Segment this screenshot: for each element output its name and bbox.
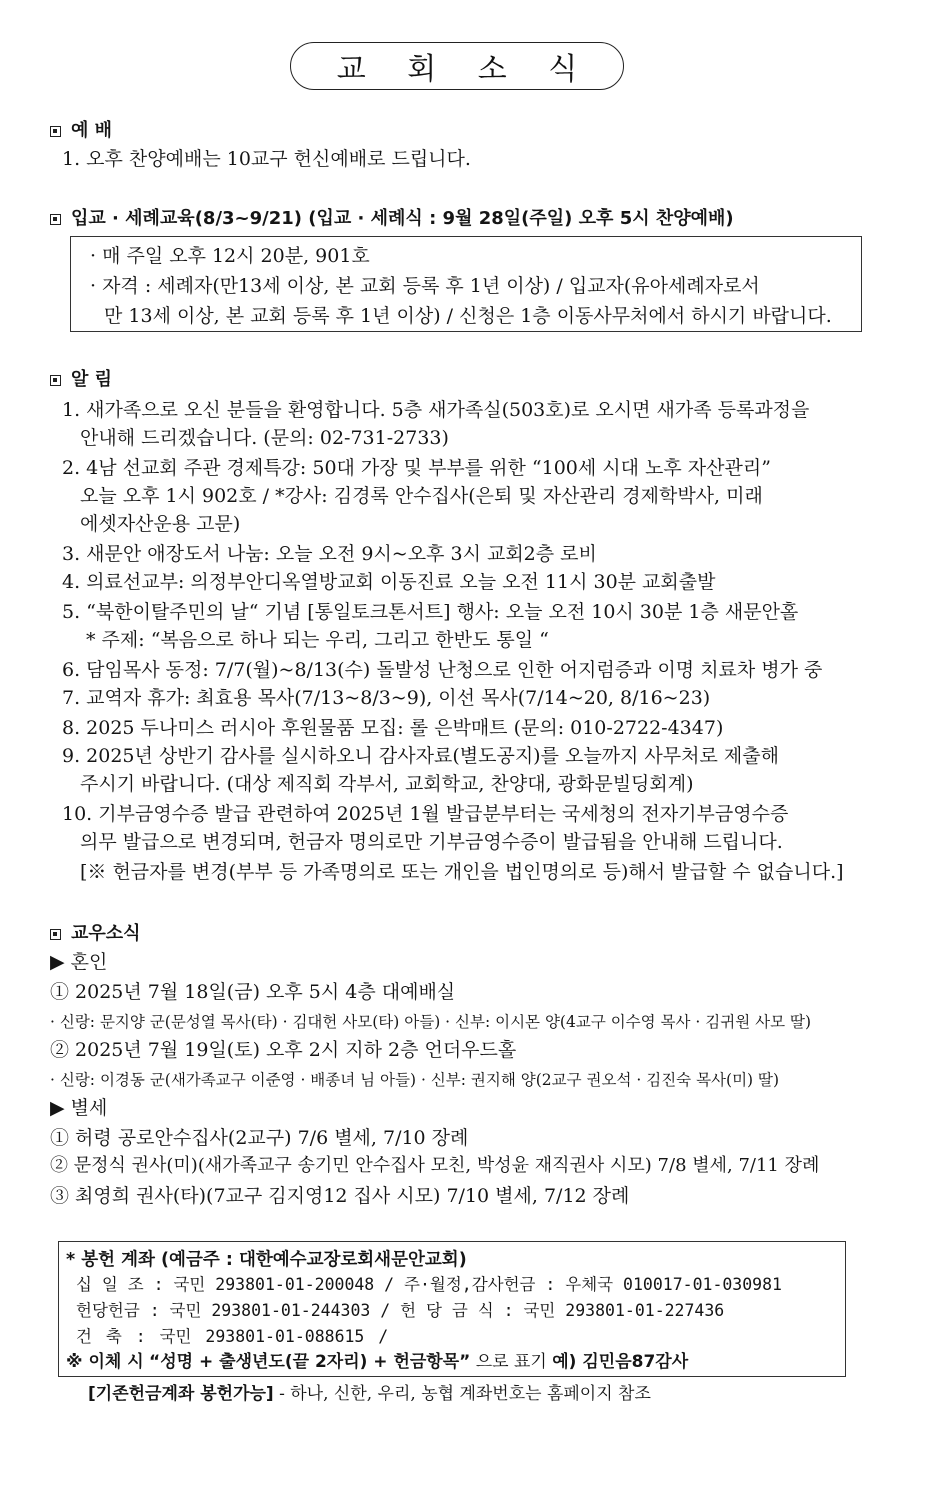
wedding-line: · 신랑: 문지양 군(문성열 목사(타) · 김대헌 사모(타) 아들) · 신부: 이시몬 양(4교구 이수영 목사 · 김귀원 사모 딸) [50,1013,812,1031]
square-bullet-icon [50,214,61,225]
notice-line: 3. 새문안 애장도서 나눔: 오늘 오전 9시~오후 3시 교회2층 로비 [62,543,597,565]
accounts-footer-rest: - 하나, 신한, 우리, 농협 계좌번호는 홈페이지 참조 [273,1384,651,1404]
account-line: 건 축 : 국민 293801-01-088615 / [76,1327,389,1346]
worship-heading: 예 배 [50,117,112,145]
page-title: 교 회 소 식 [290,42,624,90]
death-line: ② 문정식 권사(미)(새가족교구 송기민 안수집사 모친, 박성윤 재직권사 시모) 7/8 별세, 7/11 장례 [50,1155,820,1176]
members-heading: 교우소식 [50,920,141,948]
baptism-line: · 매 주일 오후 12시 20분, 901호 [90,245,370,267]
notice-line: 6. 담임목사 동정: 7/7(월)~8/13(수) 돌발성 난청으로 인한 어지럼증과 이명 치료차 병가 중 [62,659,823,681]
notice-line: 안내해 드리겠습니다. (문의: 02-731-2733) [80,427,449,449]
accounts-footer [88,1380,651,1408]
transfer-prefix: ※ 이체 시 [66,1352,144,1372]
notice-line: 오늘 오후 1시 902호 / *강사: 김경록 안수집사(은퇴 및 자산관리 경제학박사, 미래 [80,485,763,507]
death-line: ③ 최영희 권사(타)(7교구 김지영12 집사 시모) 7/10 별세, 7/12 장례 [50,1185,630,1207]
notice-line: 5. “북한이탈주민의 날“ 기념 [통일토크톤서트] 행사: 오늘 오전 10시 30분 1층 새문안홀 [62,601,799,623]
transfer-mid: 으로 표기 [475,1352,547,1372]
accounts-footer-bold: [기존헌금계좌 봉헌가능] [88,1384,274,1404]
death-line: ① 허령 공로안수집사(2교구) 7/6 별세, 7/10 장례 [50,1127,469,1149]
notice-line: 에셋자산운용 고문) [80,513,241,535]
notice-line: 주시기 바랍니다. (대상 제직회 각부서, 교회학교, 찬양대, 광화문빌딩회계) [80,773,694,795]
notice-line: 의무 발급으로 변경되며, 헌금자 명의로만 기부금영수증이 발급됨을 안내해 드립니다. [80,831,783,853]
wedding-line: ① 2025년 7월 18일(금) 오후 5시 4층 대예배실 [50,981,456,1003]
baptism-heading: 입교 · 세례교육(8/3~9/21) (입교 · 세례식 : 9월 28일(주일) 오후 5시 찬양예배) [50,205,734,233]
accounts-heading: * 봉헌 계좌 (예금주 : 대한예수교장로회새문안교회) [66,1250,467,1270]
baptism-line: 만 13세 이상, 본 교회 등록 후 1년 이상) / 신청은 1층 이동사무처에서 하시기 바랍니다. [104,305,832,327]
notices-heading: 알 림 [50,366,112,394]
account-line: 십 일 조 : 국민 293801-01-200048 / 주·월정,감사헌금 : 우체국 010017-01-030981 [76,1275,782,1294]
notice-line: [※ 헌금자를 변경(부부 등 가족명의로 또는 개인을 법인명의로 등)해서 발급할 수 없습니다.] [80,861,844,883]
transfer-rule-line [66,1348,688,1376]
baptism-line: · 자격 : 세례자(만13세 이상, 본 교회 등록 후 1년 이상) / 입교자(유아세례자로서 [90,275,760,297]
notice-line: * 주제: “복음으로 하나 되는 우리, 그리고 한반도 통일 “ [86,629,549,651]
wedding-heading: ▶ 혼인 [50,951,108,973]
transfer-example: 예) 김민음87감사 [552,1352,689,1372]
square-bullet-icon [50,375,61,386]
notice-line: 2. 4남 선교회 주관 경제특강: 50대 가장 및 부부를 위한 “100세 시대 노후 자산관리” [62,457,771,479]
wedding-line: · 신랑: 이경동 군(새가족교구 이준영 · 배종녀 님 아들) · 신부: 권지해 양(2교구 권오석 · 김진숙 목사(미) 딸) [50,1071,780,1089]
notice-line: 9. 2025년 상반기 감사를 실시하오니 감사자료(별도공지)를 오늘까지 사무처로 제출해 [62,745,779,767]
notice-line: 4. 의료선교부: 의정부안디옥열방교회 이동진료 오늘 오전 11시 30분 교회출발 [62,571,716,593]
square-bullet-icon [50,929,61,940]
wedding-line: ② 2025년 7월 19일(토) 오후 2시 지하 2층 언더우드홀 [50,1039,517,1061]
notice-line: 7. 교역자 휴가: 최효용 목사(7/13~8/3~9), 이선 목사(7/14~20, 8/16~23) [62,687,711,709]
death-heading: ▶ 별세 [50,1097,108,1119]
transfer-rule: “성명 + 출생년도(끝 2자리) + 헌금항목” [149,1352,471,1372]
square-bullet-icon [50,126,61,137]
worship-item: 1. 오후 찬양예배는 10교구 헌신예배로 드립니다. [62,148,471,170]
account-line: 헌당헌금 : 국민 293801-01-244303 / 헌 당 금 식 : 국민 293801-01-227436 [76,1301,725,1320]
notice-line: 10. 기부금영수증 발급 관련하여 2025년 1월 발급분부터는 국세청의 전자기부금영수증 [62,803,789,825]
notice-line: 8. 2025 두나미스 러시아 후원물품 모집: 롤 은박매트 (문의: 010-2722-4347) [62,717,724,739]
notice-line: 1. 새가족으로 오신 분들을 환영합니다. 5층 새가족실(503호)로 오시면 새가족 등록과정을 [62,399,810,421]
